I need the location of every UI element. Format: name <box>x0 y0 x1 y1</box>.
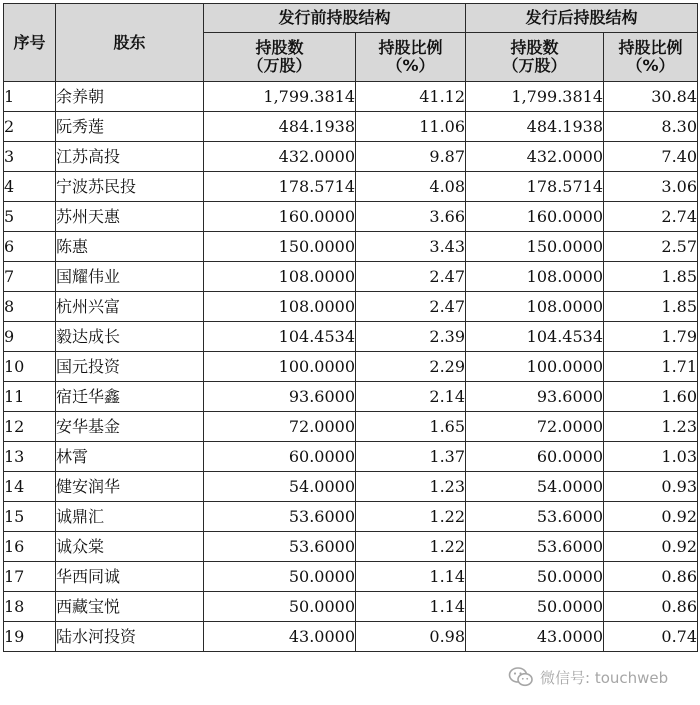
cell-post-shares: 50.0000 <box>466 562 604 592</box>
cell-pre-shares: 100.0000 <box>204 352 356 382</box>
cell-pre-shares: 108.0000 <box>204 262 356 292</box>
table-row <box>4 352 698 382</box>
cell-pre-ratio: 2.14 <box>356 382 466 412</box>
cell-post-ratio: 0.92 <box>604 532 698 562</box>
cell-pre-shares: 50.0000 <box>204 562 356 592</box>
table-row <box>4 502 698 532</box>
cell-post-ratio: 0.92 <box>604 502 698 532</box>
cell-holder-name: 阮秀莲 <box>56 112 204 142</box>
cell-holder-name: 国耀伟业 <box>56 262 204 292</box>
cell-pre-shares: 104.4534 <box>204 322 356 352</box>
cell-index: 9 <box>4 322 56 352</box>
header-after-issuance: 发行后持股结构 <box>466 4 698 33</box>
cell-holder-name: 诚鼎汇 <box>56 502 204 532</box>
cell-pre-ratio: 1.14 <box>356 562 466 592</box>
cell-post-shares: 53.6000 <box>466 502 604 532</box>
cell-holder-name: 西藏宝悦 <box>56 592 204 622</box>
cell-post-ratio: 0.74 <box>604 622 698 652</box>
table-row <box>4 292 698 322</box>
cell-pre-ratio: 41.12 <box>356 82 466 112</box>
cell-holder-name: 宁波苏民投 <box>56 172 204 202</box>
cell-holder-name: 陆水河投资 <box>56 622 204 652</box>
cell-holder-name: 毅达成长 <box>56 322 204 352</box>
table-row <box>4 412 698 442</box>
cell-pre-ratio: 2.47 <box>356 262 466 292</box>
cell-pre-shares: 53.6000 <box>204 502 356 532</box>
cell-index: 7 <box>4 262 56 292</box>
header-post-ratio <box>604 33 698 82</box>
cell-index: 10 <box>4 352 56 382</box>
cell-pre-ratio: 1.65 <box>356 412 466 442</box>
table-row <box>4 382 698 412</box>
cell-post-ratio: 7.40 <box>604 142 698 172</box>
cell-post-shares: 100.0000 <box>466 352 604 382</box>
cell-index: 16 <box>4 532 56 562</box>
table-row <box>4 202 698 232</box>
cell-pre-ratio: 3.66 <box>356 202 466 232</box>
header-holder: 股东 <box>56 4 204 82</box>
cell-post-shares: 60.0000 <box>466 442 604 472</box>
cell-index: 6 <box>4 232 56 262</box>
cell-pre-shares: 93.6000 <box>204 382 356 412</box>
cell-holder-name: 国元投资 <box>56 352 204 382</box>
cell-index: 5 <box>4 202 56 232</box>
header-ratio-label: 持股比例 <box>618 38 683 58</box>
cell-post-shares: 484.1938 <box>466 112 604 142</box>
table-row <box>4 142 698 172</box>
header-shares-unit: （万股） <box>502 56 567 75</box>
table-header <box>4 4 698 82</box>
cell-post-shares: 108.0000 <box>466 292 604 322</box>
cell-index: 12 <box>4 412 56 442</box>
table-body <box>4 82 698 652</box>
cell-pre-ratio: 2.29 <box>356 352 466 382</box>
cell-pre-shares: 484.1938 <box>204 112 356 142</box>
cell-pre-ratio: 1.37 <box>356 442 466 472</box>
table-row <box>4 82 698 112</box>
cell-pre-shares: 150.0000 <box>204 232 356 262</box>
cell-holder-name: 安华基金 <box>56 412 204 442</box>
header-pre-shares <box>204 33 356 82</box>
wechat-icon <box>508 666 534 688</box>
cell-post-shares: 93.6000 <box>466 382 604 412</box>
cell-pre-ratio: 1.23 <box>356 472 466 502</box>
cell-index: 3 <box>4 142 56 172</box>
cell-pre-ratio: 2.47 <box>356 292 466 322</box>
cell-pre-ratio: 1.22 <box>356 502 466 532</box>
table-row <box>4 562 698 592</box>
cell-pre-ratio: 0.98 <box>356 622 466 652</box>
cell-index: 15 <box>4 502 56 532</box>
shareholding-table <box>3 3 698 652</box>
cell-post-ratio: 1.85 <box>604 292 698 322</box>
table-row <box>4 472 698 502</box>
cell-post-ratio: 0.86 <box>604 592 698 622</box>
table-row <box>4 442 698 472</box>
cell-pre-ratio: 1.22 <box>356 532 466 562</box>
cell-post-ratio: 1.85 <box>604 262 698 292</box>
header-shares-unit: （万股） <box>247 56 312 75</box>
cell-post-ratio: 1.23 <box>604 412 698 442</box>
cell-pre-shares: 432.0000 <box>204 142 356 172</box>
table-row <box>4 262 698 292</box>
header-ratio-unit: （%） <box>626 56 675 75</box>
cell-holder-name: 宿迁华鑫 <box>56 382 204 412</box>
cell-pre-shares: 160.0000 <box>204 202 356 232</box>
cell-holder-name: 江苏高投 <box>56 142 204 172</box>
cell-index: 8 <box>4 292 56 322</box>
cell-post-shares: 43.0000 <box>466 622 604 652</box>
cell-holder-name: 陈惠 <box>56 232 204 262</box>
cell-post-shares: 178.5714 <box>466 172 604 202</box>
cell-holder-name: 杭州兴富 <box>56 292 204 322</box>
cell-post-ratio: 1.71 <box>604 352 698 382</box>
cell-post-ratio: 1.79 <box>604 322 698 352</box>
cell-index: 19 <box>4 622 56 652</box>
table-row <box>4 112 698 142</box>
cell-holder-name: 余养朝 <box>56 82 204 112</box>
cell-post-ratio: 0.86 <box>604 562 698 592</box>
cell-pre-shares: 108.0000 <box>204 292 356 322</box>
cell-post-ratio: 0.93 <box>604 472 698 502</box>
header-index: 序号 <box>4 4 56 82</box>
header-post-shares <box>466 33 604 82</box>
cell-pre-shares: 178.5714 <box>204 172 356 202</box>
cell-post-shares: 150.0000 <box>466 232 604 262</box>
cell-pre-shares: 54.0000 <box>204 472 356 502</box>
cell-index: 18 <box>4 592 56 622</box>
table-row <box>4 172 698 202</box>
watermark-text: 微信号: touchweb <box>540 668 669 687</box>
cell-pre-shares: 72.0000 <box>204 412 356 442</box>
cell-holder-name: 苏州天惠 <box>56 202 204 232</box>
cell-post-shares: 108.0000 <box>466 262 604 292</box>
cell-holder-name: 林霄 <box>56 442 204 472</box>
header-before-issuance: 发行前持股结构 <box>204 4 466 33</box>
cell-post-shares: 1,799.3814 <box>466 82 604 112</box>
cell-index: 17 <box>4 562 56 592</box>
cell-post-ratio: 2.74 <box>604 202 698 232</box>
cell-holder-name: 健安润华 <box>56 472 204 502</box>
cell-pre-ratio: 1.14 <box>356 592 466 622</box>
cell-pre-shares: 60.0000 <box>204 442 356 472</box>
cell-pre-shares: 43.0000 <box>204 622 356 652</box>
header-shares-label: 持股数 <box>510 38 559 58</box>
cell-index: 11 <box>4 382 56 412</box>
header-ratio-unit: （%） <box>386 56 435 75</box>
cell-pre-ratio: 11.06 <box>356 112 466 142</box>
wechat-watermark <box>508 664 698 690</box>
cell-holder-name: 诚众棠 <box>56 532 204 562</box>
cell-pre-ratio: 4.08 <box>356 172 466 202</box>
cell-post-ratio: 1.60 <box>604 382 698 412</box>
cell-post-ratio: 3.06 <box>604 172 698 202</box>
cell-post-shares: 72.0000 <box>466 412 604 442</box>
table-row <box>4 322 698 352</box>
cell-post-ratio: 8.30 <box>604 112 698 142</box>
cell-post-shares: 53.6000 <box>466 532 604 562</box>
cell-index: 4 <box>4 172 56 202</box>
table-row <box>4 592 698 622</box>
cell-pre-shares: 50.0000 <box>204 592 356 622</box>
table-row <box>4 622 698 652</box>
cell-index: 13 <box>4 442 56 472</box>
cell-post-shares: 50.0000 <box>466 592 604 622</box>
cell-pre-shares: 53.6000 <box>204 532 356 562</box>
table-row <box>4 232 698 262</box>
cell-pre-shares: 1,799.3814 <box>204 82 356 112</box>
cell-index: 1 <box>4 82 56 112</box>
table-row <box>4 532 698 562</box>
cell-post-shares: 160.0000 <box>466 202 604 232</box>
cell-post-ratio: 1.03 <box>604 442 698 472</box>
cell-post-ratio: 2.57 <box>604 232 698 262</box>
cell-post-shares: 54.0000 <box>466 472 604 502</box>
cell-post-shares: 432.0000 <box>466 142 604 172</box>
cell-pre-ratio: 3.43 <box>356 232 466 262</box>
header-ratio-label: 持股比例 <box>378 38 443 58</box>
cell-pre-ratio: 9.87 <box>356 142 466 172</box>
cell-index: 14 <box>4 472 56 502</box>
cell-post-shares: 104.4534 <box>466 322 604 352</box>
cell-index: 2 <box>4 112 56 142</box>
header-shares-label: 持股数 <box>255 38 304 58</box>
cell-post-ratio: 30.84 <box>604 82 698 112</box>
cell-holder-name: 华西同诚 <box>56 562 204 592</box>
header-pre-ratio <box>356 33 466 82</box>
cell-pre-ratio: 2.39 <box>356 322 466 352</box>
